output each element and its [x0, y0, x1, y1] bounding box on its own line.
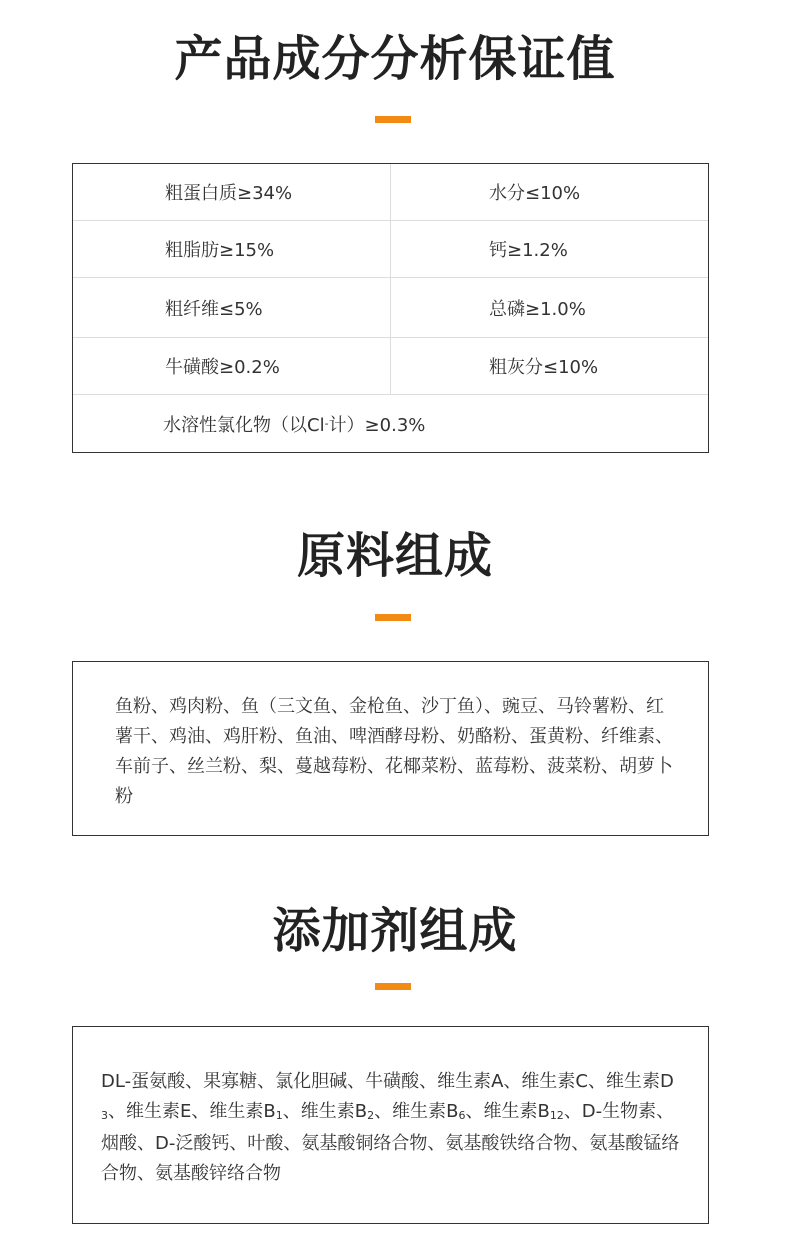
table-row: [73, 164, 708, 221]
ingredients-title: 原料组成: [296, 528, 493, 584]
table-row: [73, 338, 708, 395]
vitamin-b1-subscript: 1: [275, 1109, 283, 1122]
vitamin-d-subscript: 3: [101, 1109, 108, 1122]
crude-protein-cell: 粗蛋白质≥34%: [73, 164, 391, 220]
water-soluble-chloride-cell: [73, 395, 708, 452]
total-phosphorus-cell: 总磷≥1.0%: [489, 298, 586, 320]
additives-title: 添加剂组成: [272, 903, 518, 959]
vitamin-b6-subscript: 6: [458, 1109, 466, 1122]
ingredients-box: [72, 661, 709, 836]
additives-part-5: 、维生素B: [465, 1101, 550, 1122]
calcium-cell: 钙≥1.2%: [489, 240, 568, 261]
additives-part-4: 、维生素B: [374, 1101, 459, 1122]
table-row: [73, 278, 708, 338]
vitamin-b12-subscript: 12: [549, 1109, 564, 1122]
crude-ash-cell: 粗灰分≤10%: [489, 357, 599, 378]
crude-fat-cell: 粗脂肪≥15%: [73, 221, 391, 277]
additives-title-underline: [375, 983, 411, 990]
moisture-cell: 水分≤10%: [489, 183, 581, 204]
analysis-title: 产品成分分析保证值: [174, 31, 616, 87]
analysis-title-underline: [375, 116, 411, 123]
table-row: [73, 395, 708, 452]
ingredients-title-underline: [375, 614, 411, 621]
taurine-cell: 牛磺酸≥0.2%: [73, 338, 391, 394]
chloride-superscript: -: [324, 417, 329, 430]
additives-part-1: DL-蛋氨酸、果寡糖、氯化胆碱、牛磺酸、维生素A、维生素C、维生素D: [101, 1071, 674, 1092]
table-row: [73, 221, 708, 278]
additives-part-2: 、维生素E、维生素B: [108, 1101, 276, 1122]
additives-part-6: 、D-生物素、烟酸、D-泛酸钙、叶酸、氨基酸铜络合物、氨基酸铁络合物、氨基酸锰络合物、氨基酸锌络合物: [101, 1101, 680, 1184]
chloride-text-pre: 水溶性氯化物（以Cl: [163, 414, 325, 436]
crude-fiber-cell: 粗纤维≤5%: [73, 278, 391, 337]
additives-text: [101, 1067, 690, 1189]
additives-part-3: 、维生素B: [282, 1101, 368, 1122]
chloride-text-post: 计）≥0.3%: [328, 414, 426, 436]
vitamin-b2-subscript: 2: [367, 1109, 375, 1122]
additives-box: [72, 1026, 709, 1224]
analysis-table: [72, 163, 709, 453]
ingredients-text: 鱼粉、鸡肉粉、鱼（三文鱼、金枪鱼、沙丁鱼）、豌豆、马铃薯粉、红薯干、鸡油、鸡肝粉、鱼油、啤酒酵母粉、奶酪粉、蛋黄粉、纤维素、车前子、丝兰粉、梨、蔓越莓粉、花椰菜粉、蓝莓粉、菠菜粉、胡萝卜粉: [115, 696, 673, 807]
